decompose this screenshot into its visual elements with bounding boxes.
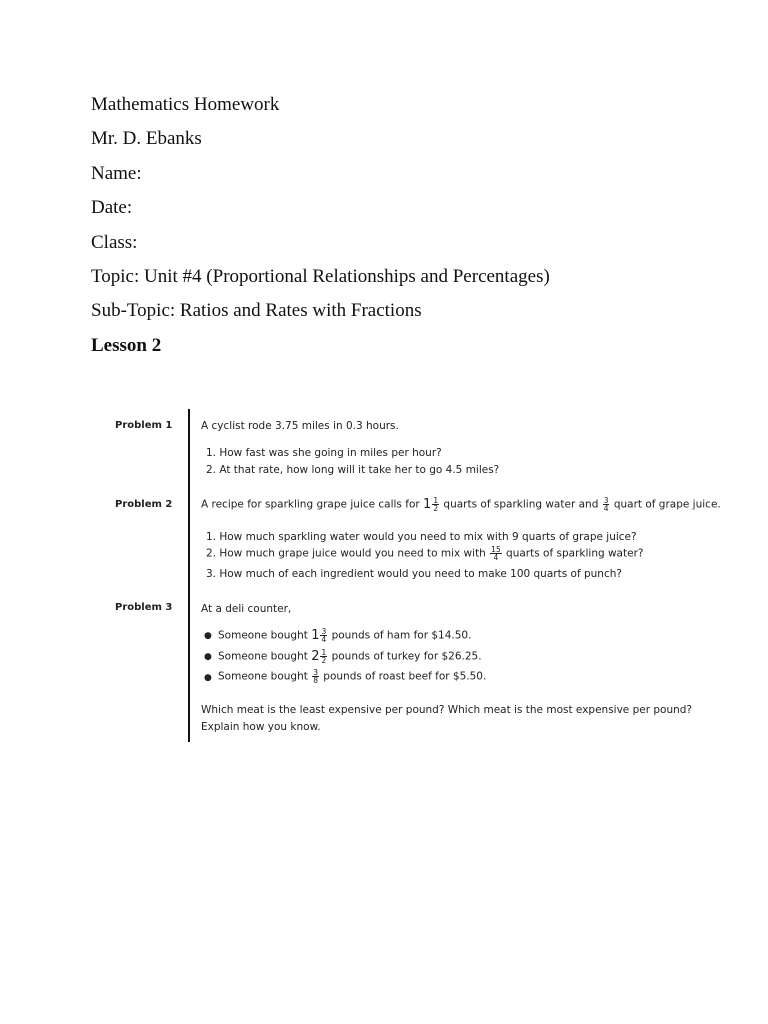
problem-3-closing-1: Which meat is the least expensive per pound? Which meat is the most expensive per pound? (201, 704, 693, 716)
bullet-text: Someone bought (218, 650, 312, 663)
problem-3-intro: At a deli counter, (201, 603, 292, 615)
problem-1-question-2: 2. At that rate, how long will it take her to go 4.5 miles? (206, 464, 500, 476)
problem-1-question-1: 1. How fast was she going in miles per hour? (206, 447, 442, 459)
problem-3-bullet-2 (218, 649, 482, 664)
problem-2-intro-text-c: quart of grape juice. (610, 498, 721, 511)
problem-2-intro (201, 497, 721, 512)
fraction: $\frac{1}{2}$ (433, 496, 439, 513)
problems-section (115, 407, 721, 743)
fraction: $\frac{3}{8}$ (313, 668, 318, 685)
fraction: $\frac{1}{2}$ (321, 648, 327, 665)
problem-3-label: Problem 3 (115, 602, 173, 613)
teacher-name: Mr. D. Ebanks (91, 128, 202, 150)
fraction: $\frac{3}{4}$ (603, 496, 609, 513)
bullet-text: Someone bought (218, 629, 312, 642)
problem-2-intro-text-b: quarts of sparkling water and (440, 498, 602, 511)
fraction-whole: 2 (311, 649, 320, 664)
problem-1-intro: A cyclist rode 3.75 miles in 0.3 hours. (201, 420, 399, 432)
problem-3-bullet-3 (218, 669, 486, 684)
bullet-icon: ● (204, 631, 212, 641)
bullet-icon: ● (204, 652, 212, 662)
bullet-text: Someone bought (218, 670, 312, 683)
bullet-text: pounds of turkey for $26.25. (328, 650, 482, 663)
date-label: Date: (91, 197, 133, 219)
class-label: Class: (91, 231, 138, 253)
problem-2-intro-text-a: A recipe for sparkling grape juice calls for (201, 498, 424, 511)
problem-2-question-2 (206, 546, 643, 561)
homework-title: Mathematics Homework (91, 94, 280, 115)
problem-2-question-3: 3. How much of each ingredient would you need to make 100 quarts of punch? (206, 568, 622, 580)
question-text: quarts of sparkling water? (502, 547, 644, 560)
lesson-heading: Lesson 2 (91, 334, 162, 356)
fraction-whole: 1 (423, 497, 432, 512)
fraction-whole: 1 (311, 628, 320, 643)
problem-2-question-1: 1. How much sparkling water would you need to mix with 9 quarts of grape juice? (206, 531, 637, 543)
fraction: $\frac{3}{4}$ (321, 627, 327, 644)
problem-1-label: Problem 1 (115, 420, 173, 431)
bullet-icon: ● (204, 673, 212, 683)
problem-3-bullet-1 (218, 628, 471, 643)
bullet-text: pounds of ham for $14.50. (328, 629, 472, 642)
problem-3-closing-2: Explain how you know. (201, 721, 321, 733)
question-text: 2. How much grape juice would you need to mix with (206, 547, 490, 560)
fraction: $\frac{15}{4}$ (491, 545, 501, 562)
topic-line: Topic: Unit #4 (Proportional Relationships and Percentages) (91, 265, 550, 287)
bullet-text: pounds of roast beef for $5.50. (319, 670, 487, 683)
vertical-divider (188, 409, 190, 742)
problem-2-label: Problem 2 (115, 499, 173, 510)
header-block (91, 91, 550, 366)
subtopic-line: Sub-Topic: Ratios and Rates with Fractions (91, 300, 422, 322)
name-label: Name: (91, 162, 142, 184)
